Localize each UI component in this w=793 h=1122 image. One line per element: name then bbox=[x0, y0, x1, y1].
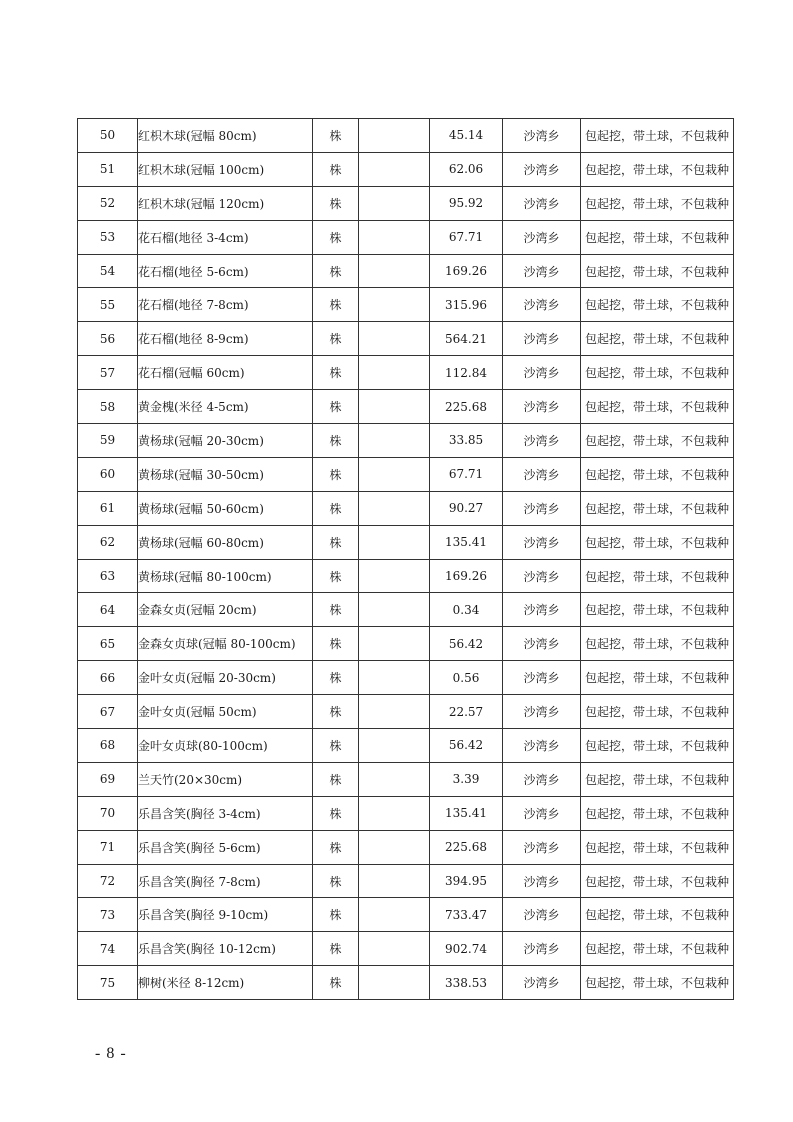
cell-remark: 包起挖，带土球，不包栽种 bbox=[581, 152, 734, 186]
table-row bbox=[78, 288, 734, 322]
cell-remark: 包起挖，带土球，不包栽种 bbox=[581, 695, 734, 729]
cell-number: 72 bbox=[78, 864, 138, 898]
cell-location: 沙湾乡 bbox=[503, 119, 581, 153]
cell-number: 71 bbox=[78, 830, 138, 864]
cell-number: 60 bbox=[78, 457, 138, 491]
cell-item-name: 乐昌含笑(胸径 5-6cm) bbox=[138, 830, 313, 864]
cell-number: 59 bbox=[78, 424, 138, 458]
cell-remark: 包起挖，带土球，不包栽种 bbox=[581, 898, 734, 932]
cell-empty bbox=[359, 457, 430, 491]
cell-location: 沙湾乡 bbox=[503, 661, 581, 695]
cell-number: 56 bbox=[78, 322, 138, 356]
cell-item-name: 金森女贞球(冠幅 80-100cm) bbox=[138, 627, 313, 661]
cell-location: 沙湾乡 bbox=[503, 729, 581, 763]
cell-empty bbox=[359, 390, 430, 424]
cell-location: 沙湾乡 bbox=[503, 254, 581, 288]
cell-remark: 包起挖，带土球，不包栽种 bbox=[581, 322, 734, 356]
cell-number: 70 bbox=[78, 796, 138, 830]
cell-empty bbox=[359, 627, 430, 661]
cell-price: 169.26 bbox=[430, 254, 503, 288]
cell-location: 沙湾乡 bbox=[503, 424, 581, 458]
cell-empty bbox=[359, 729, 430, 763]
cell-remark: 包起挖，带土球，不包栽种 bbox=[581, 729, 734, 763]
cell-number: 58 bbox=[78, 390, 138, 424]
table-body bbox=[78, 119, 734, 1000]
table-row bbox=[78, 627, 734, 661]
cell-price: 112.84 bbox=[430, 356, 503, 390]
cell-price: 225.68 bbox=[430, 830, 503, 864]
cell-empty bbox=[359, 424, 430, 458]
cell-number: 75 bbox=[78, 966, 138, 1000]
cell-remark: 包起挖，带土球，不包栽种 bbox=[581, 593, 734, 627]
cell-item-name: 柳树(米径 8-12cm) bbox=[138, 966, 313, 1000]
table-row bbox=[78, 356, 734, 390]
cell-price: 0.56 bbox=[430, 661, 503, 695]
cell-unit: 株 bbox=[313, 186, 359, 220]
cell-price: 67.71 bbox=[430, 457, 503, 491]
cell-unit: 株 bbox=[313, 762, 359, 796]
cell-remark: 包起挖，带土球，不包栽种 bbox=[581, 356, 734, 390]
cell-item-name: 红枳木球(冠幅 80cm) bbox=[138, 119, 313, 153]
cell-empty bbox=[359, 695, 430, 729]
cell-remark: 包起挖，带土球，不包栽种 bbox=[581, 186, 734, 220]
cell-location: 沙湾乡 bbox=[503, 695, 581, 729]
cell-remark: 包起挖，带土球，不包栽种 bbox=[581, 457, 734, 491]
cell-remark: 包起挖，带土球，不包栽种 bbox=[581, 525, 734, 559]
cell-item-name: 花石榴(地径 8-9cm) bbox=[138, 322, 313, 356]
cell-item-name: 红枳木球(冠幅 100cm) bbox=[138, 152, 313, 186]
cell-empty bbox=[359, 152, 430, 186]
cell-item-name: 金森女贞(冠幅 20cm) bbox=[138, 593, 313, 627]
cell-number: 51 bbox=[78, 152, 138, 186]
cell-item-name: 黄杨球(冠幅 30-50cm) bbox=[138, 457, 313, 491]
cell-price: 902.74 bbox=[430, 932, 503, 966]
cell-location: 沙湾乡 bbox=[503, 966, 581, 1000]
cell-location: 沙湾乡 bbox=[503, 864, 581, 898]
table-row bbox=[78, 525, 734, 559]
cell-remark: 包起挖，带土球，不包栽种 bbox=[581, 491, 734, 525]
cell-unit: 株 bbox=[313, 627, 359, 661]
cell-location: 沙湾乡 bbox=[503, 356, 581, 390]
table-row bbox=[78, 457, 734, 491]
cell-empty bbox=[359, 966, 430, 1000]
cell-location: 沙湾乡 bbox=[503, 152, 581, 186]
cell-unit: 株 bbox=[313, 830, 359, 864]
cell-number: 57 bbox=[78, 356, 138, 390]
cell-empty bbox=[359, 356, 430, 390]
cell-empty bbox=[359, 830, 430, 864]
table-row bbox=[78, 593, 734, 627]
cell-number: 50 bbox=[78, 119, 138, 153]
table-row bbox=[78, 559, 734, 593]
cell-item-name: 乐昌含笑(胸径 10-12cm) bbox=[138, 932, 313, 966]
cell-empty bbox=[359, 898, 430, 932]
cell-unit: 株 bbox=[313, 457, 359, 491]
cell-unit: 株 bbox=[313, 593, 359, 627]
cell-number: 53 bbox=[78, 220, 138, 254]
cell-remark: 包起挖，带土球，不包栽种 bbox=[581, 390, 734, 424]
cell-remark: 包起挖，带土球，不包栽种 bbox=[581, 119, 734, 153]
table-row bbox=[78, 830, 734, 864]
cell-location: 沙湾乡 bbox=[503, 898, 581, 932]
cell-location: 沙湾乡 bbox=[503, 390, 581, 424]
cell-empty bbox=[359, 288, 430, 322]
cell-remark: 包起挖，带土球，不包栽种 bbox=[581, 661, 734, 695]
cell-remark: 包起挖，带土球，不包栽种 bbox=[581, 966, 734, 1000]
cell-empty bbox=[359, 254, 430, 288]
price-table bbox=[77, 118, 734, 1000]
cell-item-name: 黄杨球(冠幅 50-60cm) bbox=[138, 491, 313, 525]
cell-location: 沙湾乡 bbox=[503, 932, 581, 966]
cell-location: 沙湾乡 bbox=[503, 525, 581, 559]
cell-item-name: 花石榴(地径 3-4cm) bbox=[138, 220, 313, 254]
table-row bbox=[78, 491, 734, 525]
cell-remark: 包起挖，带土球，不包栽种 bbox=[581, 424, 734, 458]
cell-unit: 株 bbox=[313, 729, 359, 763]
cell-empty bbox=[359, 932, 430, 966]
cell-location: 沙湾乡 bbox=[503, 322, 581, 356]
cell-empty bbox=[359, 864, 430, 898]
cell-remark: 包起挖，带土球，不包栽种 bbox=[581, 796, 734, 830]
cell-location: 沙湾乡 bbox=[503, 593, 581, 627]
cell-remark: 包起挖，带土球，不包栽种 bbox=[581, 830, 734, 864]
cell-price: 67.71 bbox=[430, 220, 503, 254]
cell-price: 90.27 bbox=[430, 491, 503, 525]
cell-item-name: 乐昌含笑(胸径 7-8cm) bbox=[138, 864, 313, 898]
cell-unit: 株 bbox=[313, 254, 359, 288]
cell-unit: 株 bbox=[313, 966, 359, 1000]
cell-empty bbox=[359, 661, 430, 695]
cell-item-name: 花石榴(地径 7-8cm) bbox=[138, 288, 313, 322]
table-row bbox=[78, 762, 734, 796]
cell-unit: 株 bbox=[313, 356, 359, 390]
cell-item-name: 花石榴(冠幅 60cm) bbox=[138, 356, 313, 390]
cell-location: 沙湾乡 bbox=[503, 457, 581, 491]
cell-location: 沙湾乡 bbox=[503, 220, 581, 254]
table-row bbox=[78, 186, 734, 220]
cell-unit: 株 bbox=[313, 796, 359, 830]
cell-item-name: 乐昌含笑(胸径 3-4cm) bbox=[138, 796, 313, 830]
cell-unit: 株 bbox=[313, 559, 359, 593]
cell-location: 沙湾乡 bbox=[503, 559, 581, 593]
cell-empty bbox=[359, 186, 430, 220]
table-row bbox=[78, 152, 734, 186]
cell-price: 62.06 bbox=[430, 152, 503, 186]
cell-remark: 包起挖，带土球，不包栽种 bbox=[581, 288, 734, 322]
table-row bbox=[78, 390, 734, 424]
cell-empty bbox=[359, 491, 430, 525]
cell-unit: 株 bbox=[313, 288, 359, 322]
cell-number: 55 bbox=[78, 288, 138, 322]
table-row bbox=[78, 966, 734, 1000]
cell-remark: 包起挖，带土球，不包栽种 bbox=[581, 762, 734, 796]
cell-unit: 株 bbox=[313, 695, 359, 729]
table-row bbox=[78, 254, 734, 288]
cell-unit: 株 bbox=[313, 932, 359, 966]
cell-price: 56.42 bbox=[430, 729, 503, 763]
cell-number: 54 bbox=[78, 254, 138, 288]
cell-price: 45.14 bbox=[430, 119, 503, 153]
table-row bbox=[78, 796, 734, 830]
cell-number: 65 bbox=[78, 627, 138, 661]
cell-empty bbox=[359, 796, 430, 830]
cell-location: 沙湾乡 bbox=[503, 491, 581, 525]
cell-empty bbox=[359, 559, 430, 593]
cell-price: 56.42 bbox=[430, 627, 503, 661]
cell-empty bbox=[359, 220, 430, 254]
cell-location: 沙湾乡 bbox=[503, 288, 581, 322]
page-number: - 8 - bbox=[95, 1045, 127, 1062]
cell-unit: 株 bbox=[313, 390, 359, 424]
cell-price: 22.57 bbox=[430, 695, 503, 729]
cell-number: 74 bbox=[78, 932, 138, 966]
cell-price: 33.85 bbox=[430, 424, 503, 458]
cell-price: 733.47 bbox=[430, 898, 503, 932]
cell-unit: 株 bbox=[313, 491, 359, 525]
cell-item-name: 花石榴(地径 5-6cm) bbox=[138, 254, 313, 288]
table-row bbox=[78, 322, 734, 356]
table-row bbox=[78, 932, 734, 966]
table-row bbox=[78, 695, 734, 729]
cell-price: 3.39 bbox=[430, 762, 503, 796]
cell-item-name: 黄杨球(冠幅 80-100cm) bbox=[138, 559, 313, 593]
cell-number: 68 bbox=[78, 729, 138, 763]
cell-number: 64 bbox=[78, 593, 138, 627]
cell-price: 95.92 bbox=[430, 186, 503, 220]
table-row bbox=[78, 119, 734, 153]
cell-price: 225.68 bbox=[430, 390, 503, 424]
table-row bbox=[78, 898, 734, 932]
cell-item-name: 黄杨球(冠幅 20-30cm) bbox=[138, 424, 313, 458]
cell-item-name: 乐昌含笑(胸径 9-10cm) bbox=[138, 898, 313, 932]
cell-price: 564.21 bbox=[430, 322, 503, 356]
cell-price: 394.95 bbox=[430, 864, 503, 898]
cell-location: 沙湾乡 bbox=[503, 796, 581, 830]
table-row bbox=[78, 864, 734, 898]
cell-number: 52 bbox=[78, 186, 138, 220]
cell-item-name: 红枳木球(冠幅 120cm) bbox=[138, 186, 313, 220]
cell-location: 沙湾乡 bbox=[503, 830, 581, 864]
cell-remark: 包起挖，带土球，不包栽种 bbox=[581, 220, 734, 254]
cell-empty bbox=[359, 119, 430, 153]
cell-price: 169.26 bbox=[430, 559, 503, 593]
cell-number: 69 bbox=[78, 762, 138, 796]
cell-unit: 株 bbox=[313, 661, 359, 695]
cell-unit: 株 bbox=[313, 864, 359, 898]
cell-price: 135.41 bbox=[430, 796, 503, 830]
table-row bbox=[78, 220, 734, 254]
cell-empty bbox=[359, 593, 430, 627]
cell-location: 沙湾乡 bbox=[503, 762, 581, 796]
cell-price: 135.41 bbox=[430, 525, 503, 559]
cell-item-name: 黄杨球(冠幅 60-80cm) bbox=[138, 525, 313, 559]
cell-empty bbox=[359, 762, 430, 796]
cell-location: 沙湾乡 bbox=[503, 186, 581, 220]
cell-price: 338.53 bbox=[430, 966, 503, 1000]
cell-unit: 株 bbox=[313, 898, 359, 932]
cell-location: 沙湾乡 bbox=[503, 627, 581, 661]
cell-empty bbox=[359, 322, 430, 356]
cell-item-name: 兰天竹(20×30cm) bbox=[138, 762, 313, 796]
cell-price: 315.96 bbox=[430, 288, 503, 322]
cell-remark: 包起挖，带土球，不包栽种 bbox=[581, 864, 734, 898]
table-row bbox=[78, 424, 734, 458]
cell-remark: 包起挖，带土球，不包栽种 bbox=[581, 254, 734, 288]
cell-number: 73 bbox=[78, 898, 138, 932]
cell-number: 61 bbox=[78, 491, 138, 525]
cell-remark: 包起挖，带土球，不包栽种 bbox=[581, 627, 734, 661]
cell-number: 62 bbox=[78, 525, 138, 559]
table-row bbox=[78, 729, 734, 763]
cell-unit: 株 bbox=[313, 220, 359, 254]
cell-price: 0.34 bbox=[430, 593, 503, 627]
cell-number: 63 bbox=[78, 559, 138, 593]
cell-remark: 包起挖，带土球，不包栽种 bbox=[581, 932, 734, 966]
cell-unit: 株 bbox=[313, 424, 359, 458]
cell-unit: 株 bbox=[313, 322, 359, 356]
cell-unit: 株 bbox=[313, 119, 359, 153]
cell-item-name: 黄金槐(米径 4-5cm) bbox=[138, 390, 313, 424]
cell-item-name: 金叶女贞(冠幅 20-30cm) bbox=[138, 661, 313, 695]
cell-item-name: 金叶女贞(冠幅 50cm) bbox=[138, 695, 313, 729]
cell-item-name: 金叶女贞球(80-100cm) bbox=[138, 729, 313, 763]
cell-unit: 株 bbox=[313, 152, 359, 186]
cell-unit: 株 bbox=[313, 525, 359, 559]
table-row bbox=[78, 661, 734, 695]
cell-number: 67 bbox=[78, 695, 138, 729]
cell-remark: 包起挖，带土球，不包栽种 bbox=[581, 559, 734, 593]
cell-number: 66 bbox=[78, 661, 138, 695]
cell-empty bbox=[359, 525, 430, 559]
